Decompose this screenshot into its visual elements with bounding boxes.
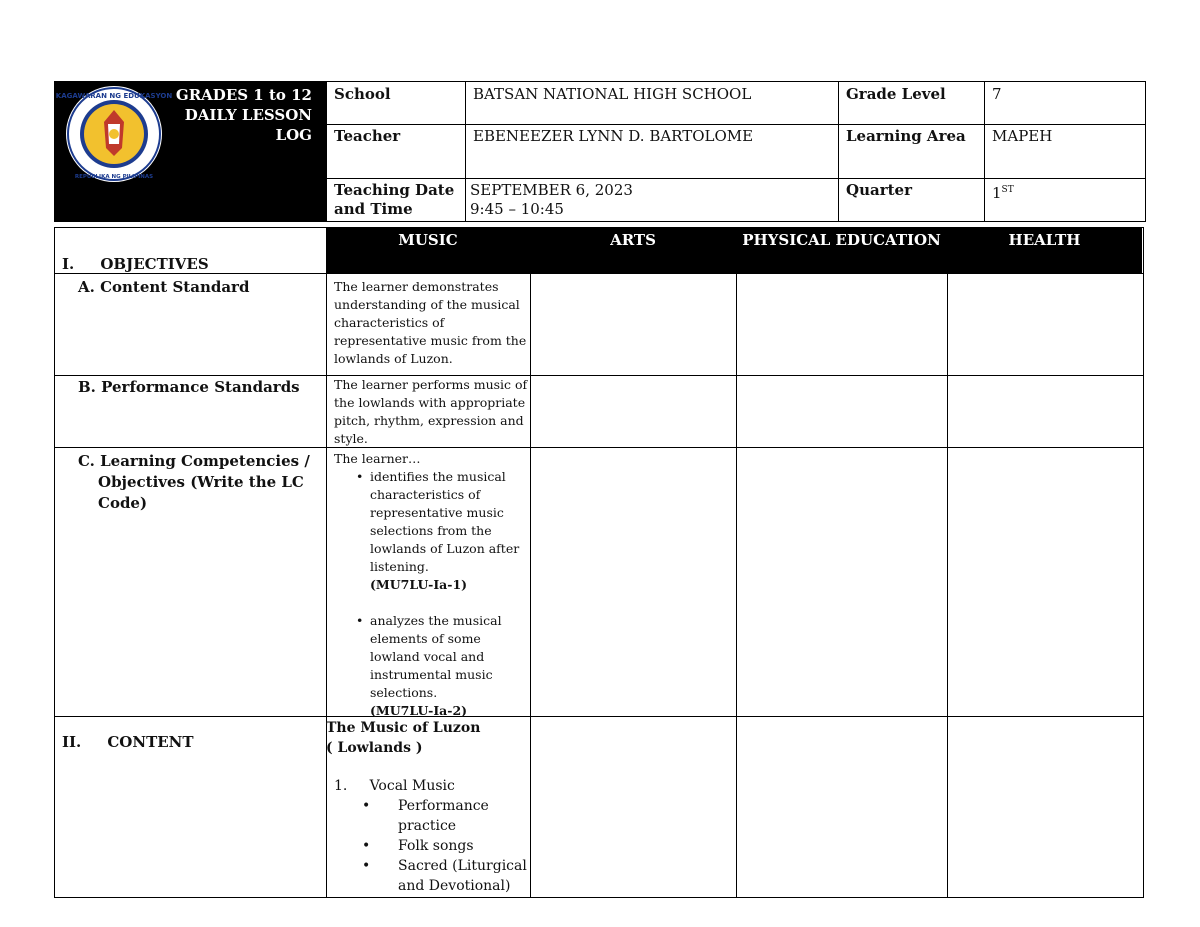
competency-text: analyzes the musical elements of some lowland vocal and instrumental music selections. (370, 613, 502, 700)
dll-title-line3: LOG (275, 126, 312, 144)
content-bullet-text: Performance practice (398, 798, 489, 834)
dll-title-line1: GRADES 1 to 12 (175, 86, 312, 104)
seal-text-bottom: REPUBLIKA NG PILIPINAS (74, 174, 154, 180)
quarter-value (992, 181, 1014, 203)
objectives-heading: I. OBJECTIVES (62, 255, 209, 273)
teaching-date-label (334, 181, 454, 219)
bullet-icon: • (362, 858, 371, 874)
col-arts: ARTS (610, 231, 656, 249)
content-title-line2: ( Lowlands ) (326, 740, 423, 756)
content-title-line1: The Music of Luzon (326, 720, 481, 736)
teaching-date-label-line1: Teaching Date (334, 181, 455, 199)
content-music (326, 718, 532, 896)
bullet-icon: • (362, 798, 371, 814)
quarter-label: Quarter (846, 181, 912, 199)
learning-competencies-label (78, 451, 310, 514)
teacher-value: EBENEEZER LYNN D. BARTOLOME (473, 127, 754, 145)
competency-item (356, 468, 530, 594)
col-physical-education: PHYSICAL EDUCATION (742, 231, 941, 249)
teaching-date-label-line2: and Time (334, 200, 413, 218)
col-health: HEALTH (1008, 231, 1081, 249)
content-bullet (362, 856, 532, 896)
content-item-vocal-music: 1. Vocal Music (334, 778, 455, 794)
content-standard-label: A. Content Standard (78, 278, 250, 296)
performance-standards-label: B. Performance Standards (78, 378, 300, 396)
teaching-time-value: 9:45 – 10:45 (470, 200, 564, 218)
school-label: School (334, 85, 391, 103)
school-value: BATSAN NATIONAL HIGH SCHOOL (473, 85, 752, 103)
content-heading: II. CONTENT (62, 733, 194, 751)
content-bullet (362, 836, 532, 856)
quarter-suffix: ST (1001, 185, 1014, 195)
content-bullet-list (326, 796, 532, 896)
grade-level-value: 7 (992, 85, 1002, 103)
content-bullet (362, 796, 532, 836)
competencies-intro: The learner… (334, 451, 421, 466)
content-standard-music: The learner demonstrates understanding of the musical characteristics of representative music from the lowlands of Luzon. (334, 279, 527, 366)
competencies-music (334, 450, 530, 720)
learning-area-label: Learning Area (846, 127, 966, 145)
grade-level-label: Grade Level (846, 85, 946, 103)
competency-text: identifies the musical characteristics of representative music selections from the lowlands of Luzon after listening. (370, 469, 520, 574)
competency-code: (MU7LU-Ia-2) (370, 703, 468, 718)
teaching-date-value (470, 181, 633, 219)
competency-code: (MU7LU-Ia-1) (370, 577, 468, 592)
content-bullet-text: Folk songs (398, 838, 474, 854)
quarter-number: 1 (992, 184, 1002, 202)
learning-competencies-line1: C. Learning Competencies / (78, 452, 310, 470)
bullet-icon: • (356, 469, 364, 484)
seal-text-top: KAGAWARAN NG EDUKASYON (55, 92, 173, 100)
performance-standards-music: The learner performs music of the lowlands with appropriate pitch, rhythm, expression and style. (334, 377, 528, 446)
bullet-icon: • (356, 613, 364, 628)
teacher-label: Teacher (334, 127, 401, 145)
learning-competencies-line3: Code) (98, 494, 148, 512)
dll-title (170, 85, 312, 145)
bullet-icon: • (362, 838, 371, 854)
competency-item (356, 612, 530, 720)
content-bullet-text: Sacred (Liturgical and Devotional) (398, 858, 527, 894)
learning-competencies-line2: Objectives (Write the LC (98, 473, 304, 491)
learning-area-value: MAPEH (992, 127, 1053, 145)
deped-seal-icon (55, 84, 173, 184)
col-music: MUSIC (398, 231, 458, 249)
teaching-date-value-line1: SEPTEMBER 6, 2023 (470, 181, 633, 199)
dll-title-line2: DAILY LESSON (184, 106, 312, 124)
competency-list (334, 468, 530, 720)
